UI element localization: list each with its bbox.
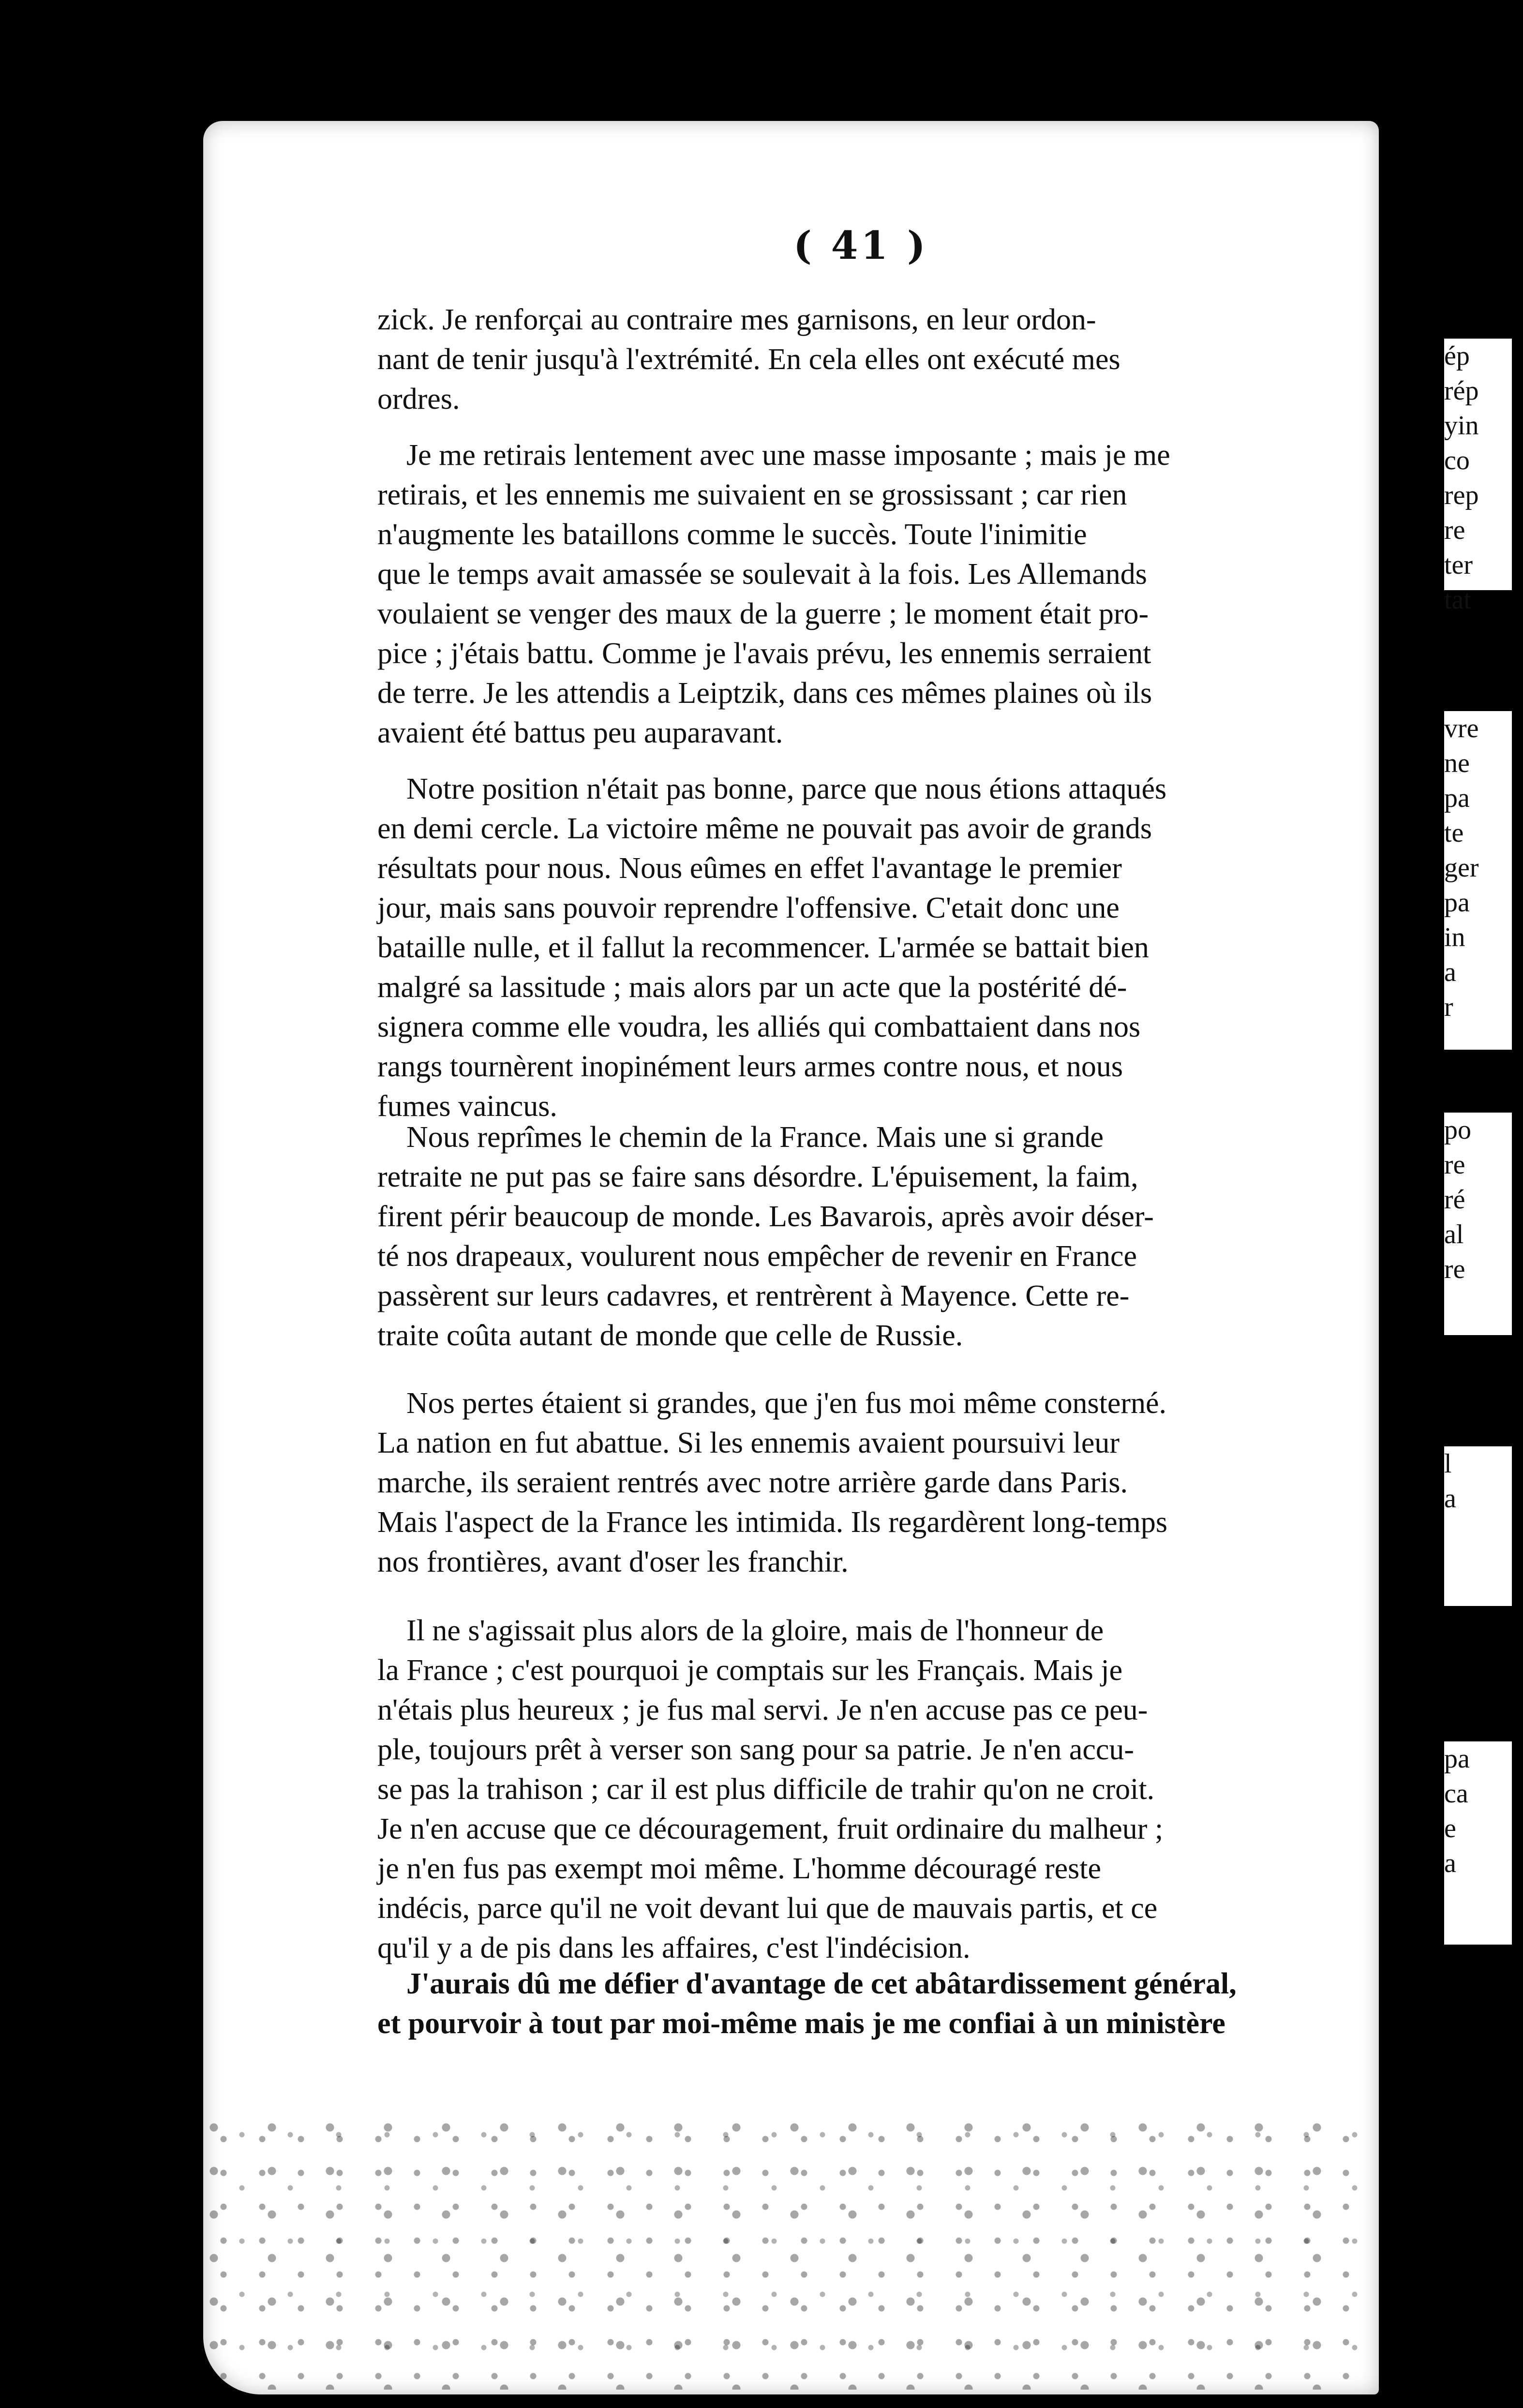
text-line: retirais, et les ennemis me suivaient en se grossissant ; car rien [377,478,1127,511]
text-line: bataille nulle, et il fallut la recommencer. L'armée se battait bien [377,931,1149,964]
fragment-text: te [1444,818,1464,848]
text-line: firent périr beaucoup de monde. Les Bavarois, après avoir déser- [377,1200,1154,1233]
text-line: et pourvoir à tout par moi-même mais je me confiai à un ministère [377,2007,1225,2040]
fragment-text: l [1444,1449,1452,1479]
text-line: la France ; c'est pourquoi je comptais sur les Français. Mais je [377,1654,1123,1687]
text-line: Nous reprîmes le chemin de la France. Mais une si grande [406,1121,1104,1154]
fragment-text: a [1444,957,1456,987]
fragment-text: pa [1444,783,1470,813]
fragment-text: rép [1444,376,1479,406]
fragment-text: tat [1444,585,1471,615]
fragment-text: yin [1444,411,1479,441]
fragment-text: re [1444,515,1465,545]
text-line: voulaient se venger des maux de la guerre ; le moment était pro- [377,597,1149,630]
text-line: Notre position n'était pas bonne, parce que nous étions attaqués [406,773,1167,805]
text-line: je n'en fus pas exempt moi même. L'homme découragé reste [377,1852,1102,1885]
text-line: que le temps avait amassée se soulevait à la fois. Les Allemands [377,558,1147,591]
facing-page-fragment [1444,1446,1512,1606]
text-line: de terre. Je les attendis a Leiptzik, dans ces mêmes plaines où ils [377,677,1152,710]
fragment-text: re [1444,1254,1465,1284]
fragment-text: vre [1444,713,1479,743]
text-line: retraite ne put pas se faire sans désordre. L'épuisement, la faim, [377,1160,1138,1193]
text-line: pice ; j'étais battu. Comme je l'avais prévu, les ennemis serraient [377,637,1151,670]
fragment-text: rep [1444,480,1479,510]
text-line: Je me retirais lentement avec une masse imposante ; mais je me [406,439,1170,472]
fragment-text: re [1444,1150,1465,1180]
text-line: malgré sa lassitude ; mais alors par un acte que la postérité dé- [377,971,1127,1004]
fragment-text: in [1444,922,1465,952]
text-line: n'augmente les bataillons comme le succès. Toute l'inimitie [377,518,1087,551]
text-line: n'étais plus heureux ; je fus mal servi. Je n'en accuse pas ce peu- [377,1694,1148,1726]
facing-page-fragment [1444,1113,1512,1335]
facing-page-fragment [1444,1741,1512,1945]
text-line: La nation en fut abattue. Si les ennemis avaient poursuivi leur [377,1427,1120,1459]
fragment-text: po [1444,1115,1471,1145]
text-line: nant de tenir jusqu'à l'extrémité. En cela elles ont exécuté mes [377,343,1120,376]
paragraph-4 [377,1117,1335,1355]
paragraph-6 [377,1611,1335,1968]
text-line: avaient été battus peu auparavant. [377,716,783,749]
fragment-text: a [1444,1848,1456,1878]
fragment-text: al [1444,1219,1464,1249]
text-line: Nos pertes étaient si grandes, que j'en fus moi même consterné. [406,1387,1167,1420]
facing-page-fragment [1444,711,1512,1050]
paragraph-3 [377,769,1335,1126]
fragment-text: co [1444,446,1470,476]
text-line: Je n'en accuse que ce découragement, fruit ordinaire du malheur ; [377,1813,1164,1845]
text-line: fumes vaincus. [377,1090,557,1123]
fragment-text: ne [1444,748,1470,778]
text-line: J'aurais dû me défier d'avantage de cet abâtardissement général, [406,1967,1237,2000]
fragment-text: ger [1444,853,1479,883]
text-line: indécis, parce qu'il ne voit devant lui que de mauvais partis, et ce [377,1892,1158,1925]
paragraph-1 [377,300,1335,419]
page-number: ( 41 ) [793,223,928,268]
text-line: zick. Je renforçai au contraire mes garnisons, en leur ordon- [377,303,1096,336]
fragment-text: ter [1444,550,1473,580]
fragment-text: r [1444,992,1453,1022]
text-line: ordres. [377,383,460,416]
text-line: té nos drapeaux, voulurent nous empêcher de revenir en France [377,1240,1137,1273]
text-line: Il ne s'agissait plus alors de la gloire, mais de l'honneur de [406,1614,1104,1647]
text-line: jour, mais sans pouvoir reprendre l'offensive. C'etait donc une [377,892,1120,924]
text-line: Mais l'aspect de la France les intimida. Ils regardèrent long-temps [377,1506,1167,1539]
fragment-text: pa [1444,1744,1470,1774]
text-line: ple, toujours prêt à verser son sang pour sa patrie. Je n'en accu- [377,1733,1135,1766]
fragment-text: a [1444,1484,1456,1514]
text-line: passèrent sur leurs cadavres, et rentrèrent à Mayence. Cette re- [377,1279,1130,1312]
paragraph-7 [377,1964,1335,2043]
text-line: signera comme elle voudra, les alliés qui combattaient dans nos [377,1011,1141,1043]
text-line: nos frontières, avant d'oser les franchir. [377,1546,849,1578]
fragment-text: ré [1444,1185,1465,1215]
paragraph-5 [377,1383,1335,1582]
fragment-text: ép [1444,341,1470,371]
text-line: traite coûta autant de monde que celle de Russie. [377,1319,963,1352]
text-line: rangs tournèrent inopinément leurs armes contre nous, et nous [377,1050,1123,1083]
text-line: qu'il y a de pis dans les affaires, c'est l'indécision. [377,1932,971,1964]
fragment-text: e [1444,1813,1456,1843]
fragment-text: ca [1444,1779,1468,1809]
text-line: résultats pour nous. Nous eûmes en effet l'avantage le premier [377,852,1122,885]
text-line: marche, ils seraient rentrés avec notre arrière garde dans Paris. [377,1466,1128,1499]
paragraph-2 [377,435,1335,753]
fragment-text: pa [1444,888,1470,918]
facing-page-fragment [1444,339,1512,615]
text-line: se pas la trahison ; car il est plus difficile de trahir qu'on ne croit. [377,1773,1155,1806]
text-line: en demi cercle. La victoire même ne pouvait pas avoir de grands [377,812,1152,845]
